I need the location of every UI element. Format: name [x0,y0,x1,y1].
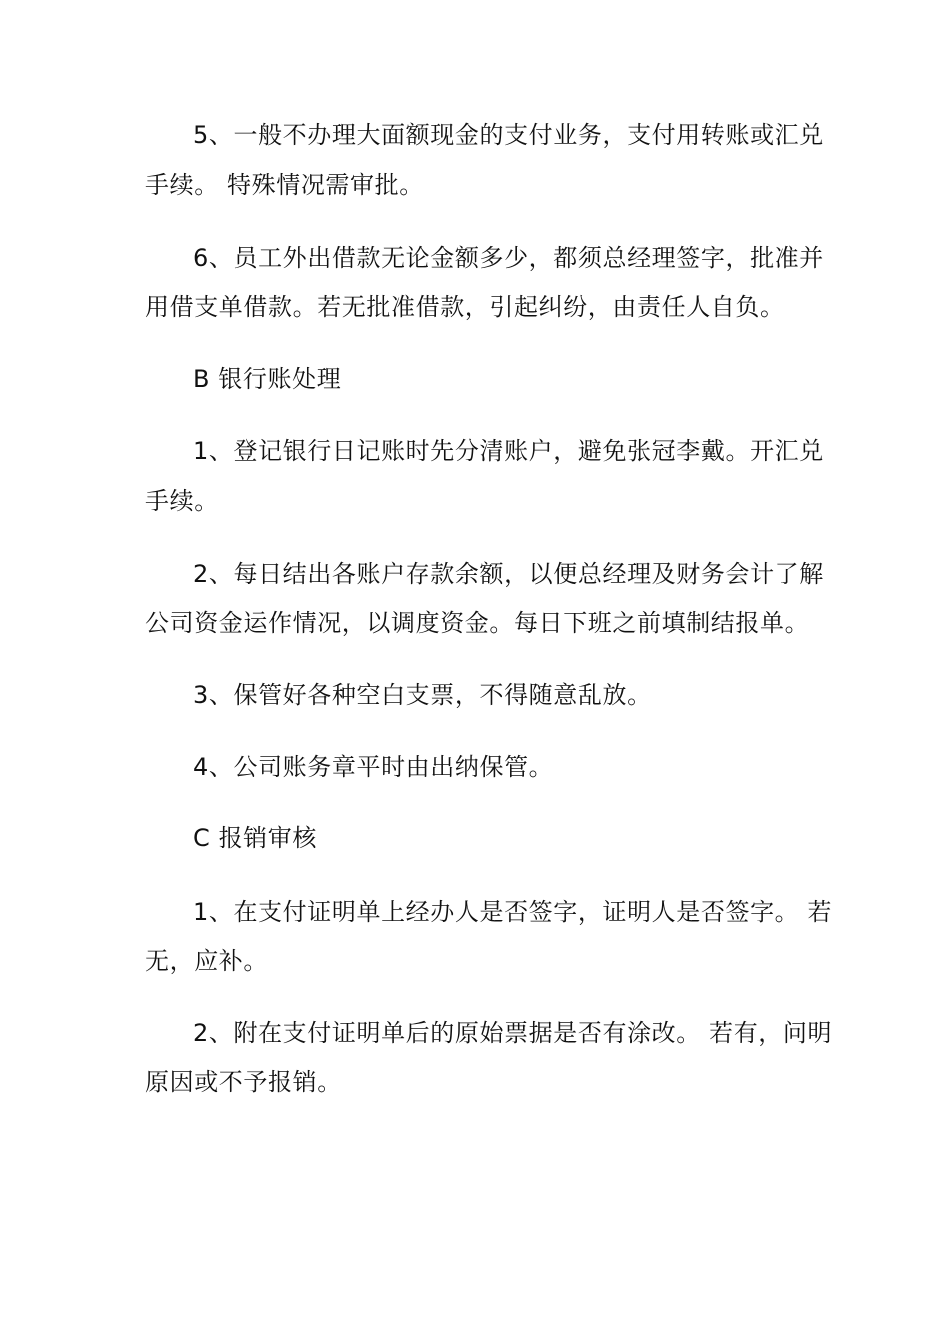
bank-item-2-line-1: 2、每日结出各账户存款余额，以便总经理及财务会计了解 [193,560,824,588]
bank-item-4: 4、公司账务章平时由出纳保管。 [193,753,554,781]
reimbursement-item-1-line-2: 无，应补。 [145,947,268,975]
paragraph-6-line-2: 用借支单借款。若无批准借款，引起纠纷，由责任人自负。 [145,293,785,321]
reimbursement-item-2-line-1: 2、附在支付证明单后的原始票据是否有涂改。 若有，问明 [193,1019,833,1047]
bank-item-3: 3、保管好各种空白支票，不得随意乱放。 [193,681,652,709]
bank-item-1-line-2: 手续。 [145,487,219,515]
bank-item-2-line-2: 公司资金运作情况，以调度资金。每日下班之前填制结报单。 [145,609,810,637]
bank-item-1-line-1: 1、登记银行日记账时先分清账户，避免张冠李戴。开汇兑 [193,437,824,465]
section-heading-bank: B 银行账处理 [193,365,342,393]
paragraph-6-line-1: 6、员工外出借款无论金额多少，都须总经理签字，批准并 [193,244,824,272]
reimbursement-item-2-line-2: 原因或不予报销。 [145,1068,342,1096]
reimbursement-item-1-line-1: 1、在支付证明单上经办人是否签字，证明人是否签字。 若 [193,898,833,926]
section-heading-reimbursement: C 报销审核 [193,824,317,852]
paragraph-5-line-2: 手续。 特殊情况需审批。 [145,171,424,199]
paragraph-5-line-1: 5、一般不办理大面额现金的支付业务，支付用转账或汇兑 [193,121,824,149]
